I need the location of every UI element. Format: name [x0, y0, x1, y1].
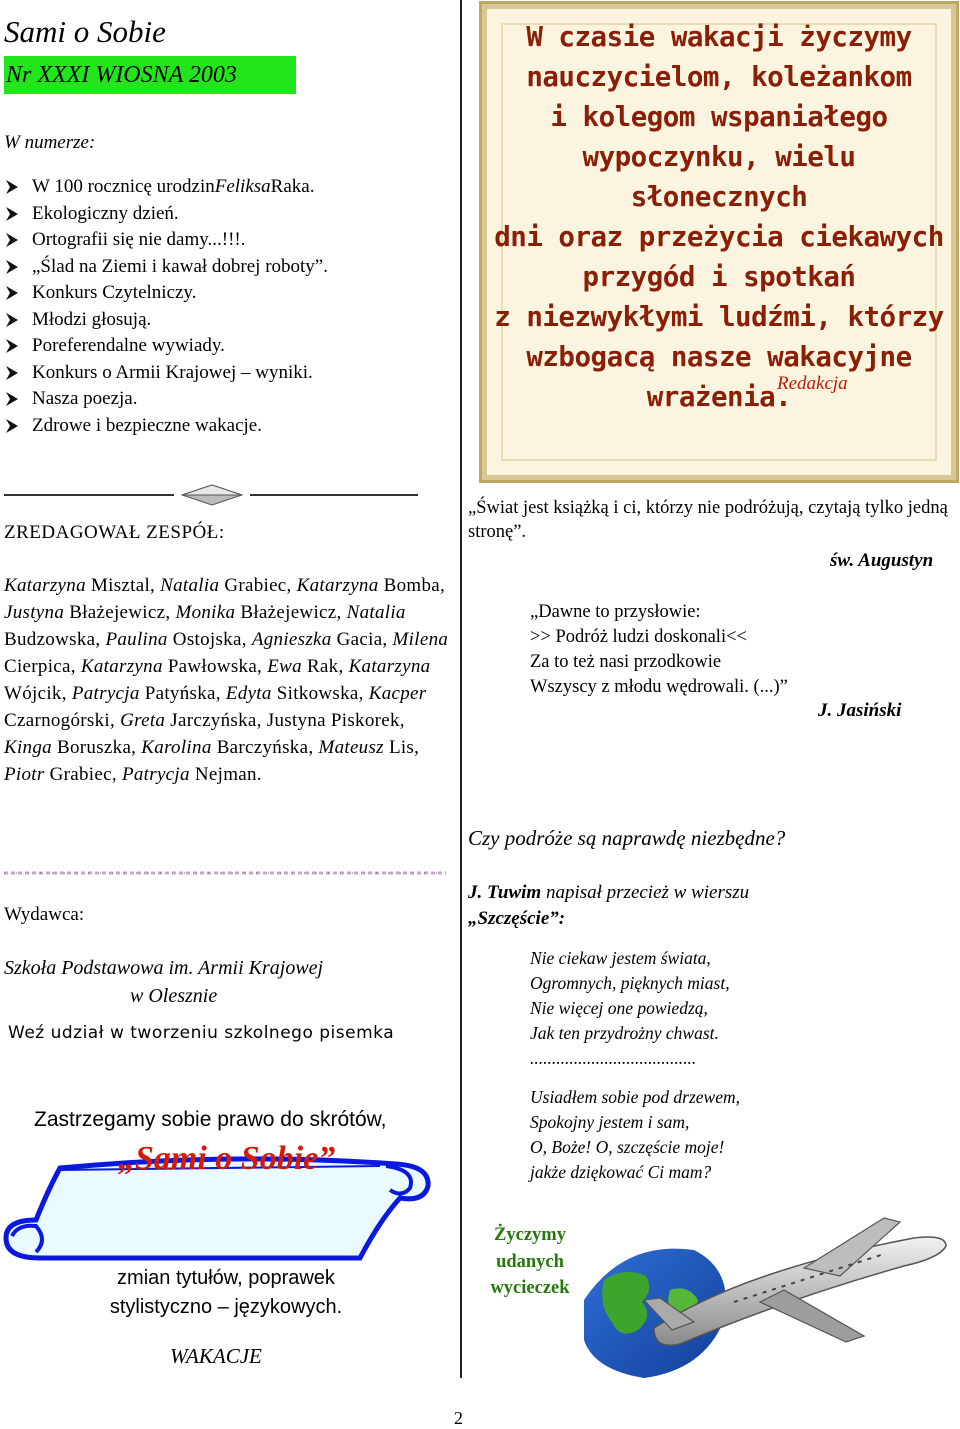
dotted-separator: [4, 868, 446, 878]
toc-item-text: Konkurs o Armii Krajowej – wyniki.: [32, 361, 313, 383]
toc-item-text: Ekologiczny dzień.: [32, 202, 179, 224]
toc-item: [4, 227, 328, 254]
poem-line: Spokojny jestem i sam,: [530, 1112, 690, 1132]
member-last: Boruszka,: [57, 737, 137, 758]
toc-item-text: Nasza poezja.: [32, 388, 138, 409]
wish-line: z niezwykłymi ludźmi, którzy: [494, 301, 944, 333]
toc-item-text: Poreferendalne wywiady.: [32, 335, 225, 356]
poem-line: Wszyscy z młodu wędrowali. (...)”: [530, 677, 788, 697]
toc-item-text: Młodzi głosują.: [32, 308, 152, 330]
arrow-bullet-icon: [4, 232, 20, 248]
tuwim-intro: [468, 880, 868, 932]
member-first: Katarzyna: [348, 656, 431, 677]
arrow-bullet-icon: [4, 391, 20, 407]
wish-line: nauczycielom, koleżankom: [526, 61, 912, 93]
edits-text: [70, 1264, 382, 1322]
poem-line: „Dawne to przysłowie:: [530, 602, 701, 622]
toc-item-text: Zdrowe i bezpieczne wakacje.: [32, 414, 262, 436]
member-first: Mateusz: [318, 737, 384, 758]
wish-signature: Redakcja: [777, 373, 848, 394]
team-list: [4, 572, 456, 788]
member-last: Ostojska,: [172, 629, 247, 650]
publisher-label: Wydawca:: [4, 904, 85, 925]
arrow-bullet-icon: [4, 312, 20, 328]
toc-item-text: „Ślad na Ziemi i kawał dobrej roboty”.: [32, 255, 328, 277]
toc-item-text: Ortografii się nie damy...!!!.: [32, 229, 246, 250]
toc-item-text: W 100 rocznicę urodzin: [32, 176, 215, 197]
member-first: Ewa: [267, 656, 302, 677]
augustine-quote: „Świat jest książką i ci, którzy nie podróżują, czytają tylko jedną stronę”.: [468, 498, 948, 542]
member-last: Nejman.: [194, 764, 262, 785]
toc-item: [4, 201, 328, 228]
reserve-text: Zastrzegamy sobie prawo do skrótów,: [34, 1108, 387, 1131]
arrow-bullet-icon: [4, 179, 20, 195]
wish-line: wzbogacą nasze wakacyjne: [526, 341, 912, 373]
arrow-bullet-icon: [4, 418, 20, 434]
member-first: Karolina: [141, 737, 212, 758]
toc-item: [4, 333, 328, 360]
toc-item-text-end: Raka.: [270, 176, 315, 197]
member-first: Greta: [120, 710, 166, 731]
travel-question: Czy podróże są naprawdę niezbędne?: [468, 826, 786, 850]
member-last: Sitkowska,: [276, 683, 364, 704]
trip-wish-line: Życzymy: [494, 1225, 566, 1245]
tuwim-author: J. Tuwim: [468, 882, 542, 903]
poem-line: [530, 1071, 740, 1085]
poem-line: O, Boże! O, szczęście moje!: [530, 1137, 725, 1157]
join-text: Weź udział w tworzeniu szkolnego pisemka: [8, 1023, 395, 1043]
page-number: 2: [454, 1408, 463, 1428]
member-last: Lis,: [388, 737, 420, 758]
member-last: Barczyńska,: [216, 737, 314, 758]
poem-line: Za to też nasi przodkowie: [530, 652, 722, 672]
arrow-bullet-icon: [4, 206, 20, 222]
member-first: Agnieszka: [251, 629, 332, 650]
wish-text: [487, 17, 951, 417]
season-label: WAKACJE: [170, 1344, 262, 1368]
member-first: Edyta: [225, 683, 272, 704]
member-first: Natalia: [160, 575, 220, 596]
member-last: Rak,: [306, 656, 344, 677]
arrow-bullet-icon: [4, 338, 20, 354]
member-last: Pawłowska,: [167, 656, 263, 677]
poem-line: Ogromnych, pięknych miast,: [530, 973, 730, 993]
member-first: Patrycja: [71, 683, 140, 704]
table-of-contents: [4, 174, 328, 439]
wish-line: dni oraz przeżycia ciekawych: [494, 221, 944, 253]
member-last: Misztal,: [90, 575, 156, 596]
toc-item: [4, 307, 328, 334]
member-last: Jarczyńska,: [170, 710, 262, 731]
toc-item-text: Konkurs Czytelniczy.: [32, 282, 197, 303]
member-first: Patrycja: [121, 764, 190, 785]
arrow-bullet-icon: [4, 285, 20, 301]
scroll-title: „Sami o Sobie”: [118, 1140, 336, 1177]
poem-line: ......................................: [530, 1048, 697, 1068]
team-heading: ZREDAGOWAŁ ZESPÓŁ:: [4, 522, 225, 543]
toc-item: [4, 280, 328, 307]
member-first: Piotr: [4, 764, 45, 785]
member-first: Katarzyna: [80, 656, 163, 677]
issue-label: Nr XXXI WIOSNA 2003: [4, 56, 296, 94]
school-name: [4, 954, 384, 1010]
airplane-globe-illustration: [584, 1210, 954, 1382]
poem-line: Nie ciekaw jestem świata,: [530, 948, 711, 968]
newsletter-title: Sami o Sobie: [4, 14, 166, 49]
arrow-bullet-icon: [4, 365, 20, 381]
member-last: Grabiec,: [49, 764, 117, 785]
wish-line: wypoczynku, wielu słonecznych: [582, 141, 856, 213]
edits-line: stylistyczno – językowych.: [109, 1296, 343, 1318]
poem-line: Usiadłem sobie pod drzewem,: [530, 1087, 740, 1107]
tuwim-poem-title: „Szczęście”:: [468, 908, 566, 929]
member-last: Bomba,: [383, 575, 446, 596]
member-last: Gacia,: [336, 629, 388, 650]
school-line: Szkoła Podstawowa im. Armii Krajowej: [4, 957, 324, 979]
member-first: Milena: [392, 629, 449, 650]
member-first: Kacper: [368, 683, 427, 704]
edits-line: zmian tytułów, poprawek: [117, 1267, 335, 1289]
poem-line: Nie więcej one powiedzą,: [530, 998, 708, 1018]
member-first: Katarzyna: [296, 575, 379, 596]
member-first: Monika: [175, 602, 236, 623]
proverb-poem: [530, 600, 788, 700]
decorative-divider: [4, 484, 418, 508]
toc-item: [4, 254, 328, 281]
wish-line: wrażenia.: [646, 381, 792, 413]
augustine-author: św. Augustyn: [830, 550, 934, 571]
toc-item-emphasis: Feliksa: [214, 176, 271, 197]
member-last: Błażejewicz,: [69, 602, 171, 623]
wish-line: W czasie wakacji życzymy: [526, 21, 912, 53]
trip-wish-line: wycieczek: [490, 1278, 570, 1298]
toc-item: [4, 413, 328, 440]
school-line: w Olesznie: [130, 985, 218, 1007]
poem-line: jakże dziękować Ci mam?: [530, 1162, 712, 1182]
member-last: Justyna Piskorek,: [266, 710, 405, 731]
member-last: Budzowska,: [4, 629, 101, 650]
member-first: Justyna: [4, 602, 65, 623]
tuwim-intro-text: napisał przecież w wierszu: [541, 882, 750, 903]
wish-line: i kolegom wspaniałego: [550, 101, 888, 133]
member-first: Katarzyna: [4, 575, 86, 596]
member-last: Błażejewicz,: [240, 602, 342, 623]
member-first: Paulina: [105, 629, 168, 650]
wish-line: przygód i spotkań: [582, 261, 856, 293]
member-last: Wójcik,: [4, 683, 67, 704]
poem-line: >> Podróż ludzi doskonali<<: [530, 627, 747, 647]
member-last: Patyńska,: [144, 683, 221, 704]
toc-item: [4, 386, 328, 413]
member-first: Kinga: [4, 737, 52, 758]
wish-frame: [482, 4, 956, 480]
in-issue-label: W numerze:: [4, 132, 96, 153]
tuwim-poem: [530, 946, 740, 1185]
trip-wish-line: udanych: [496, 1251, 564, 1272]
toc-item: [4, 360, 328, 387]
proverb-author: J. Jasiński: [818, 700, 902, 721]
trip-wish: [478, 1222, 582, 1302]
arrow-bullet-icon: [4, 259, 20, 275]
member-last: Czarnogórski,: [4, 710, 116, 731]
toc-item: [4, 174, 328, 201]
member-last: Grabiec,: [224, 575, 292, 596]
plane-wing: [760, 1290, 864, 1342]
member-last: Cierpica,: [4, 656, 76, 677]
column-divider: [460, 0, 462, 1378]
member-first: Natalia: [346, 602, 406, 623]
poem-line: Jak ten przydrożny chwast.: [530, 1023, 719, 1043]
